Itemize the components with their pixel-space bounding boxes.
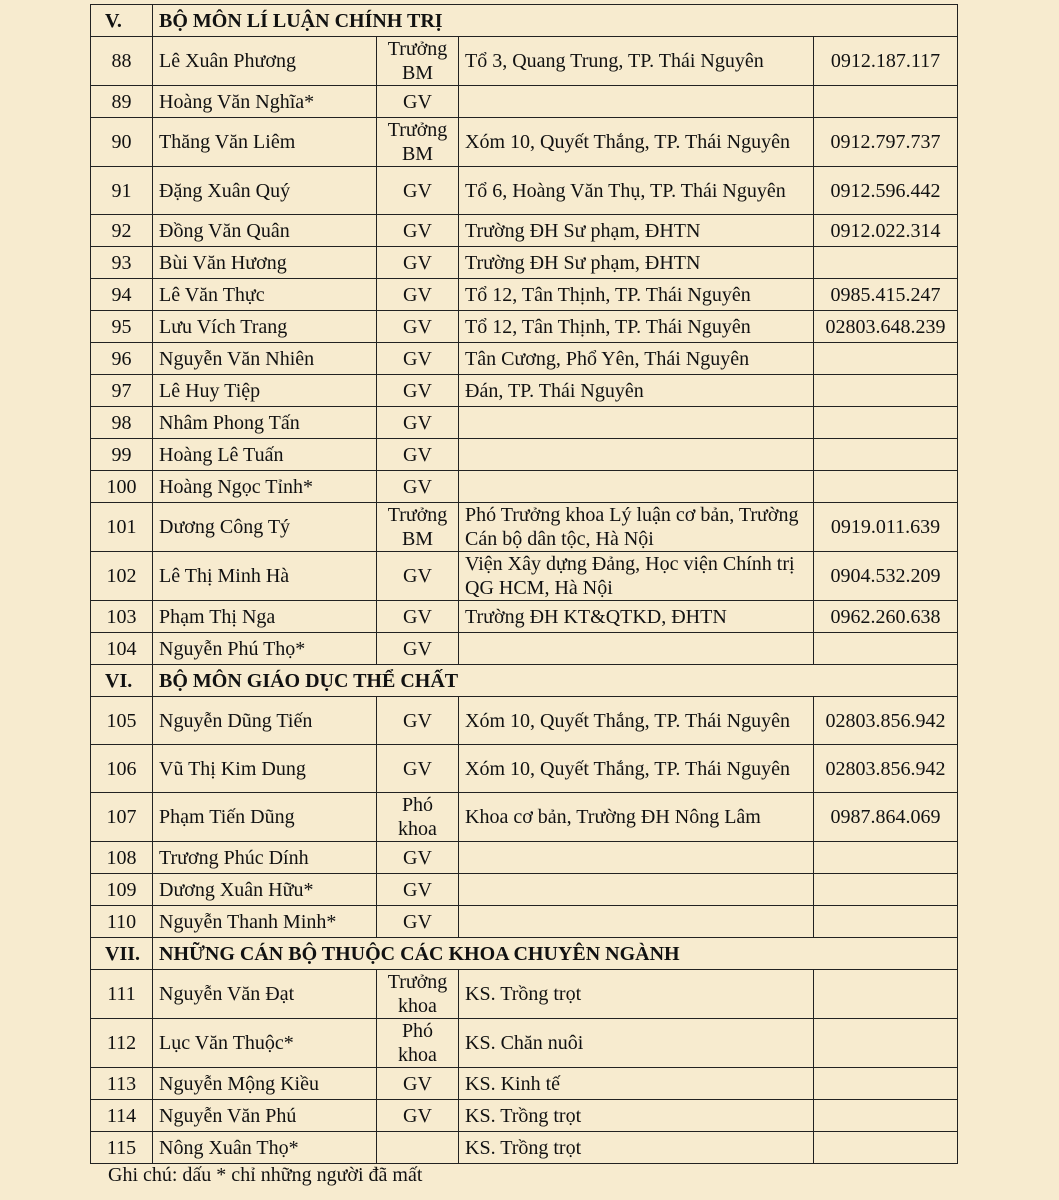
phone-number (814, 970, 958, 1019)
position: GV (377, 552, 459, 601)
phone-number (814, 1068, 958, 1100)
person-name: Nông Xuân Thọ* (153, 1132, 377, 1164)
position: GV (377, 86, 459, 118)
row-number: 93 (91, 247, 153, 279)
table-row (91, 375, 958, 407)
row-number: 92 (91, 215, 153, 247)
phone-number: 0912.797.737 (814, 118, 958, 167)
person-name: Nguyễn Văn Phú (153, 1100, 377, 1132)
position: Phó khoa (377, 793, 459, 842)
row-number: 107 (91, 793, 153, 842)
row-number: 109 (91, 874, 153, 906)
person-name: Nguyễn Văn Nhiên (153, 343, 377, 375)
position: GV (377, 471, 459, 503)
address: Xóm 10, Quyết Thắng, TP. Thái Nguyên (459, 118, 814, 167)
row-number: 88 (91, 37, 153, 86)
phone-number (814, 1019, 958, 1068)
position: Phó khoa (377, 1019, 459, 1068)
phone-number (814, 633, 958, 665)
phone-number: 0962.260.638 (814, 601, 958, 633)
row-number: 89 (91, 86, 153, 118)
position: GV (377, 601, 459, 633)
table-row (91, 906, 958, 938)
table-row (91, 1132, 958, 1164)
table-row (91, 118, 958, 167)
row-number: 96 (91, 343, 153, 375)
section-title: NHỮNG CÁN BỘ THUỘC CÁC KHOA CHUYÊN NGÀNH (153, 938, 958, 970)
person-name: Lê Huy Tiệp (153, 375, 377, 407)
address: Khoa cơ bản, Trường ĐH Nông Lâm (459, 793, 814, 842)
phone-number (814, 1100, 958, 1132)
position (377, 1132, 459, 1164)
row-number: 113 (91, 1068, 153, 1100)
table-row (91, 311, 958, 343)
address (459, 906, 814, 938)
table-row (91, 37, 958, 86)
table-row (91, 1019, 958, 1068)
address: Trường ĐH Sư phạm, ĐHTN (459, 215, 814, 247)
person-name: Lê Văn Thực (153, 279, 377, 311)
phone-number (814, 86, 958, 118)
phone-number (814, 439, 958, 471)
row-number: 91 (91, 167, 153, 215)
person-name: Hoàng Ngọc Tỉnh* (153, 471, 377, 503)
table-row (91, 215, 958, 247)
table-row (91, 874, 958, 906)
section-number: VII. (91, 938, 153, 970)
position: GV (377, 745, 459, 793)
address: Tổ 12, Tân Thịnh, TP. Thái Nguyên (459, 279, 814, 311)
table-row (91, 1100, 958, 1132)
phone-number (814, 247, 958, 279)
address: Tổ 6, Hoàng Văn Thụ, TP. Thái Nguyên (459, 167, 814, 215)
position: GV (377, 167, 459, 215)
phone-number: 0912.596.442 (814, 167, 958, 215)
table-row (91, 1068, 958, 1100)
row-number: 106 (91, 745, 153, 793)
person-name: Đặng Xuân Quý (153, 167, 377, 215)
phone-number (814, 906, 958, 938)
row-number: 101 (91, 503, 153, 552)
address: Xóm 10, Quyết Thắng, TP. Thái Nguyên (459, 697, 814, 745)
person-name: Phạm Tiến Dũng (153, 793, 377, 842)
phone-number: 0912.022.314 (814, 215, 958, 247)
phone-number: 02803.856.942 (814, 697, 958, 745)
address: Đán, TP. Thái Nguyên (459, 375, 814, 407)
row-number: 104 (91, 633, 153, 665)
section-title: BỘ MÔN GIÁO DỤC THỂ CHẤT (153, 665, 958, 697)
person-name: Nguyễn Phú Thọ* (153, 633, 377, 665)
position: GV (377, 842, 459, 874)
section-title: BỘ MÔN LÍ LUẬN CHÍNH TRỊ (153, 5, 958, 37)
address (459, 874, 814, 906)
footnote: Ghi chú: dấu * chỉ những người đã mất (108, 1164, 423, 1186)
person-name: Dương Xuân Hữu* (153, 874, 377, 906)
section-header-row (91, 5, 958, 37)
position: GV (377, 311, 459, 343)
row-number: 95 (91, 311, 153, 343)
row-number: 100 (91, 471, 153, 503)
phone-number: 0912.187.117 (814, 37, 958, 86)
section-header-row (91, 665, 958, 697)
position: Trưởng khoa (377, 970, 459, 1019)
person-name: Đồng Văn Quân (153, 215, 377, 247)
person-name: Hoàng Văn Nghĩa* (153, 86, 377, 118)
section-number: V. (91, 5, 153, 37)
address: KS. Trồng trọt (459, 970, 814, 1019)
person-name: Vũ Thị Kim Dung (153, 745, 377, 793)
position: GV (377, 279, 459, 311)
address (459, 407, 814, 439)
table-row (91, 633, 958, 665)
phone-number (814, 842, 958, 874)
person-name: Thăng Văn Liêm (153, 118, 377, 167)
position: GV (377, 633, 459, 665)
address: KS. Trồng trọt (459, 1100, 814, 1132)
table-row (91, 745, 958, 793)
table-row (91, 279, 958, 311)
row-number: 105 (91, 697, 153, 745)
table-row (91, 471, 958, 503)
person-name: Nguyễn Thanh Minh* (153, 906, 377, 938)
address: Xóm 10, Quyết Thắng, TP. Thái Nguyên (459, 745, 814, 793)
row-number: 99 (91, 439, 153, 471)
position: GV (377, 697, 459, 745)
position: GV (377, 343, 459, 375)
address (459, 471, 814, 503)
section-number: VI. (91, 665, 153, 697)
address: Tổ 12, Tân Thịnh, TP. Thái Nguyên (459, 311, 814, 343)
position: Trưởng BM (377, 118, 459, 167)
person-name: Bùi Văn Hương (153, 247, 377, 279)
address (459, 439, 814, 471)
row-number: 98 (91, 407, 153, 439)
row-number: 112 (91, 1019, 153, 1068)
person-name: Nguyễn Mộng Kiều (153, 1068, 377, 1100)
position: GV (377, 215, 459, 247)
phone-number: 02803.856.942 (814, 745, 958, 793)
phone-number: 0987.864.069 (814, 793, 958, 842)
person-name: Lưu Vích Trang (153, 311, 377, 343)
row-number: 103 (91, 601, 153, 633)
phone-number (814, 471, 958, 503)
person-name: Nguyễn Dũng Tiến (153, 697, 377, 745)
row-number: 108 (91, 842, 153, 874)
person-name: Lê Xuân Phương (153, 37, 377, 86)
table-row (91, 970, 958, 1019)
address (459, 842, 814, 874)
address: Viện Xây dựng Đảng, Học viện Chính trị QG HCM, Hà Nội (459, 552, 814, 601)
row-number: 114 (91, 1100, 153, 1132)
position: GV (377, 1100, 459, 1132)
address: KS. Kinh tế (459, 1068, 814, 1100)
position: Trưởng BM (377, 503, 459, 552)
table-row (91, 439, 958, 471)
row-number: 111 (91, 970, 153, 1019)
staff-table (90, 4, 958, 1164)
address (459, 86, 814, 118)
row-number: 94 (91, 279, 153, 311)
address: Trường ĐH KT&QTKD, ĐHTN (459, 601, 814, 633)
phone-number (814, 343, 958, 375)
position: GV (377, 439, 459, 471)
address: Trường ĐH Sư phạm, ĐHTN (459, 247, 814, 279)
table-row (91, 601, 958, 633)
row-number: 102 (91, 552, 153, 601)
phone-number: 0985.415.247 (814, 279, 958, 311)
person-name: Lục Văn Thuộc* (153, 1019, 377, 1068)
person-name: Trương Phúc Dính (153, 842, 377, 874)
phone-number (814, 407, 958, 439)
phone-number: 0904.532.209 (814, 552, 958, 601)
table-row (91, 407, 958, 439)
table-row (91, 343, 958, 375)
address: Tổ 3, Quang Trung, TP. Thái Nguyên (459, 37, 814, 86)
phone-number (814, 375, 958, 407)
row-number: 97 (91, 375, 153, 407)
person-name: Nguyễn Văn Đạt (153, 970, 377, 1019)
row-number: 90 (91, 118, 153, 167)
phone-number (814, 874, 958, 906)
position: GV (377, 247, 459, 279)
position: GV (377, 407, 459, 439)
person-name: Dương Công Tý (153, 503, 377, 552)
staff-table-body (91, 5, 958, 1164)
row-number: 115 (91, 1132, 153, 1164)
position: GV (377, 375, 459, 407)
phone-number: 02803.648.239 (814, 311, 958, 343)
table-row (91, 503, 958, 552)
person-name: Nhâm Phong Tấn (153, 407, 377, 439)
person-name: Phạm Thị Nga (153, 601, 377, 633)
position: Trưởng BM (377, 37, 459, 86)
table-row (91, 552, 958, 601)
section-header-row (91, 938, 958, 970)
address: Phó Trưởng khoa Lý luận cơ bản, Trường Cán bộ dân tộc, Hà Nội (459, 503, 814, 552)
address: KS. Trồng trọt (459, 1132, 814, 1164)
position: GV (377, 1068, 459, 1100)
phone-number (814, 1132, 958, 1164)
table-row (91, 86, 958, 118)
row-number: 110 (91, 906, 153, 938)
table-row (91, 697, 958, 745)
person-name: Hoàng Lê Tuấn (153, 439, 377, 471)
address (459, 633, 814, 665)
table-row (91, 842, 958, 874)
phone-number: 0919.011.639 (814, 503, 958, 552)
person-name: Lê Thị Minh Hà (153, 552, 377, 601)
position: GV (377, 874, 459, 906)
table-row (91, 793, 958, 842)
position: GV (377, 906, 459, 938)
table-row (91, 167, 958, 215)
address: KS. Chăn nuôi (459, 1019, 814, 1068)
table-row (91, 247, 958, 279)
address: Tân Cương, Phổ Yên, Thái Nguyên (459, 343, 814, 375)
